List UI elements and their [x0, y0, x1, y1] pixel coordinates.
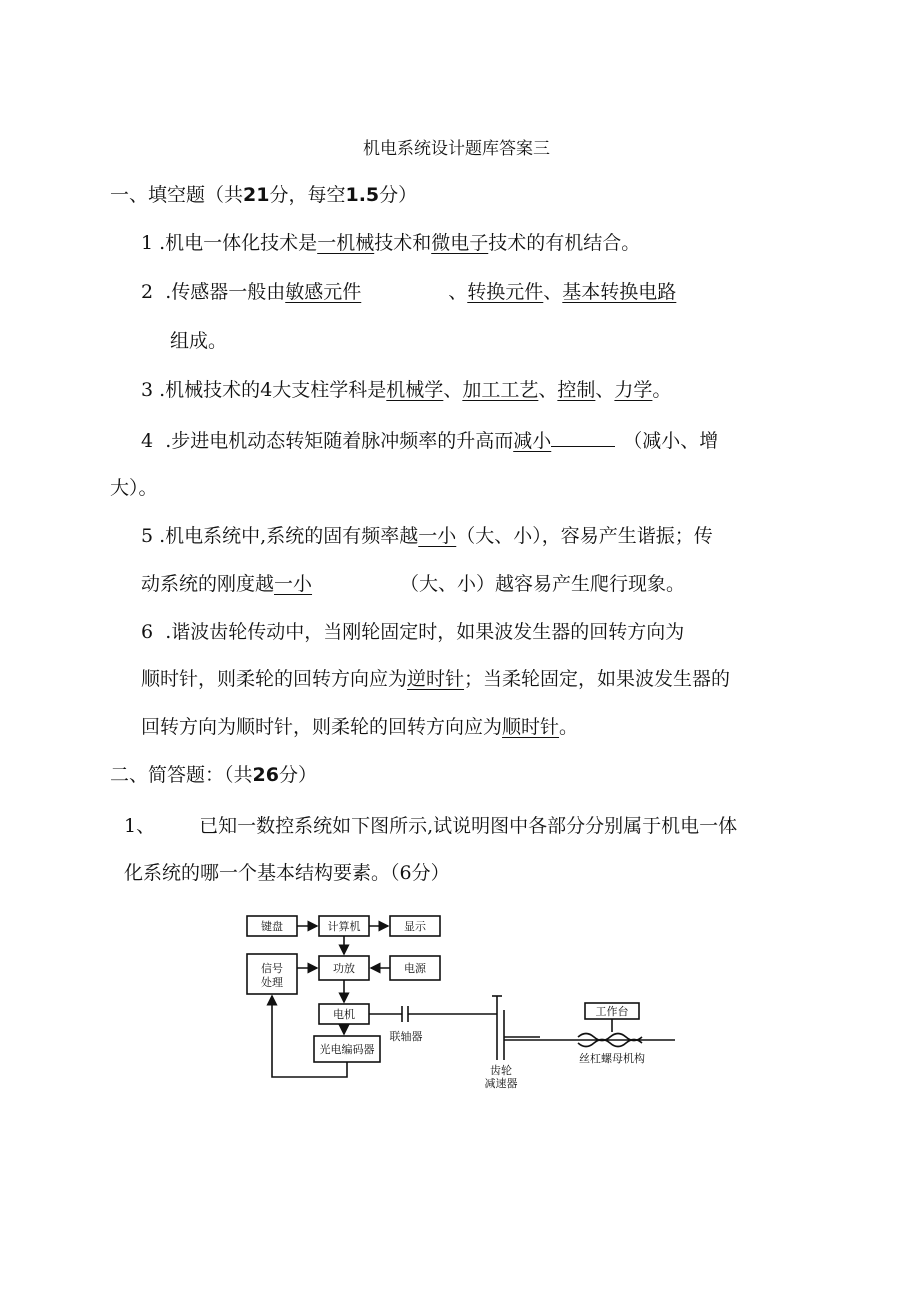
gear-label-1: 齿轮: [490, 1064, 512, 1077]
answer-blank: 一小: [418, 525, 457, 547]
page-title: 机电系统设计题库答案三: [363, 139, 550, 159]
amplifier-label: 功放: [333, 962, 355, 975]
short-question-1: 1、 已知一数控系统如下图所示,试说明图中各部分分别属于机电一体: [124, 815, 738, 837]
answer-blank: 微电子: [431, 232, 489, 254]
worktable-label: 工作台: [595, 1005, 629, 1018]
fill-question-6: 6 .谐波齿轮传动中，当刚轮固定时，如果波发生器的回转方向为: [141, 621, 685, 643]
answer-blank: 控制: [557, 379, 596, 401]
answer-blank: 基本转换电路: [562, 281, 677, 303]
keyboard-label: 键盘: [261, 920, 283, 933]
answer-blank: 一机械: [317, 232, 375, 254]
section2-heading: 二、简答题：（共26分）: [110, 764, 317, 786]
fill-question-1: 1 .机电一体化技术是一机械技术和微电子技术的有机结合。: [141, 232, 641, 254]
gear-label-2: 减速器: [484, 1077, 518, 1090]
cnc-system-diagram: [240, 910, 690, 1090]
short-question-1-cont: 化系统的哪一个基本结构要素。（6分）: [124, 862, 450, 884]
answer-blank: 加工工艺: [462, 379, 539, 401]
coupling-label: 联轴器: [389, 1030, 423, 1043]
fill-question-5-cont: 动系统的刚度越一小 （大、小）越容易产生爬行现象。: [141, 573, 686, 595]
answer-blank: 力学: [614, 379, 653, 401]
answer-blank: 敏感元件: [285, 281, 362, 303]
fill-question-2: 2 .传感器一般由敏感元件 、转换元件、基本转换电路: [141, 281, 677, 303]
section1-heading: 一、填空题（共21分，每空1.5分）: [110, 184, 418, 206]
answer-blank: 顺时针: [502, 716, 560, 738]
fill-question-3: 3 .机械技术的4大支柱学科是机械学、加工工艺、控制、力学。: [141, 379, 672, 401]
answer-blank: 转换元件: [467, 281, 544, 303]
fill-question-6-cont2: 回转方向为顺时针，则柔轮的回转方向应为顺时针。: [141, 716, 579, 738]
signal-label-2: 处理: [261, 976, 283, 989]
screw-label: 丝杠螺母机构: [579, 1052, 645, 1065]
fill-question-4: 4 .步进电机动态转矩随着脉冲频率的升高而减小 （减小、增: [141, 426, 718, 454]
fill-question-4-cont: 大）。: [110, 477, 158, 499]
power-label: 电源: [404, 962, 426, 975]
computer-label: 计算机: [327, 920, 361, 933]
motor-label: 电机: [333, 1008, 355, 1021]
answer-blank: 一小: [274, 573, 313, 595]
signal-label-1: 信号: [261, 962, 283, 975]
display-label: 显示: [404, 920, 426, 933]
fill-question-5: 5 .机电系统中,系统的固有频率越一小（大、小），容易产生谐振；传: [141, 525, 713, 547]
answer-blank: 机械学: [386, 379, 444, 401]
encoder-label: 光电编码器: [319, 1043, 375, 1056]
answer-blank: 逆时针: [407, 668, 465, 690]
fill-question-6-cont1: 顺时针，则柔轮的回转方向应为逆时针；当柔轮固定，如果波发生器的: [141, 668, 731, 690]
fill-question-2-cont: 组成。: [170, 330, 228, 352]
answer-blank: 减小: [513, 430, 552, 452]
